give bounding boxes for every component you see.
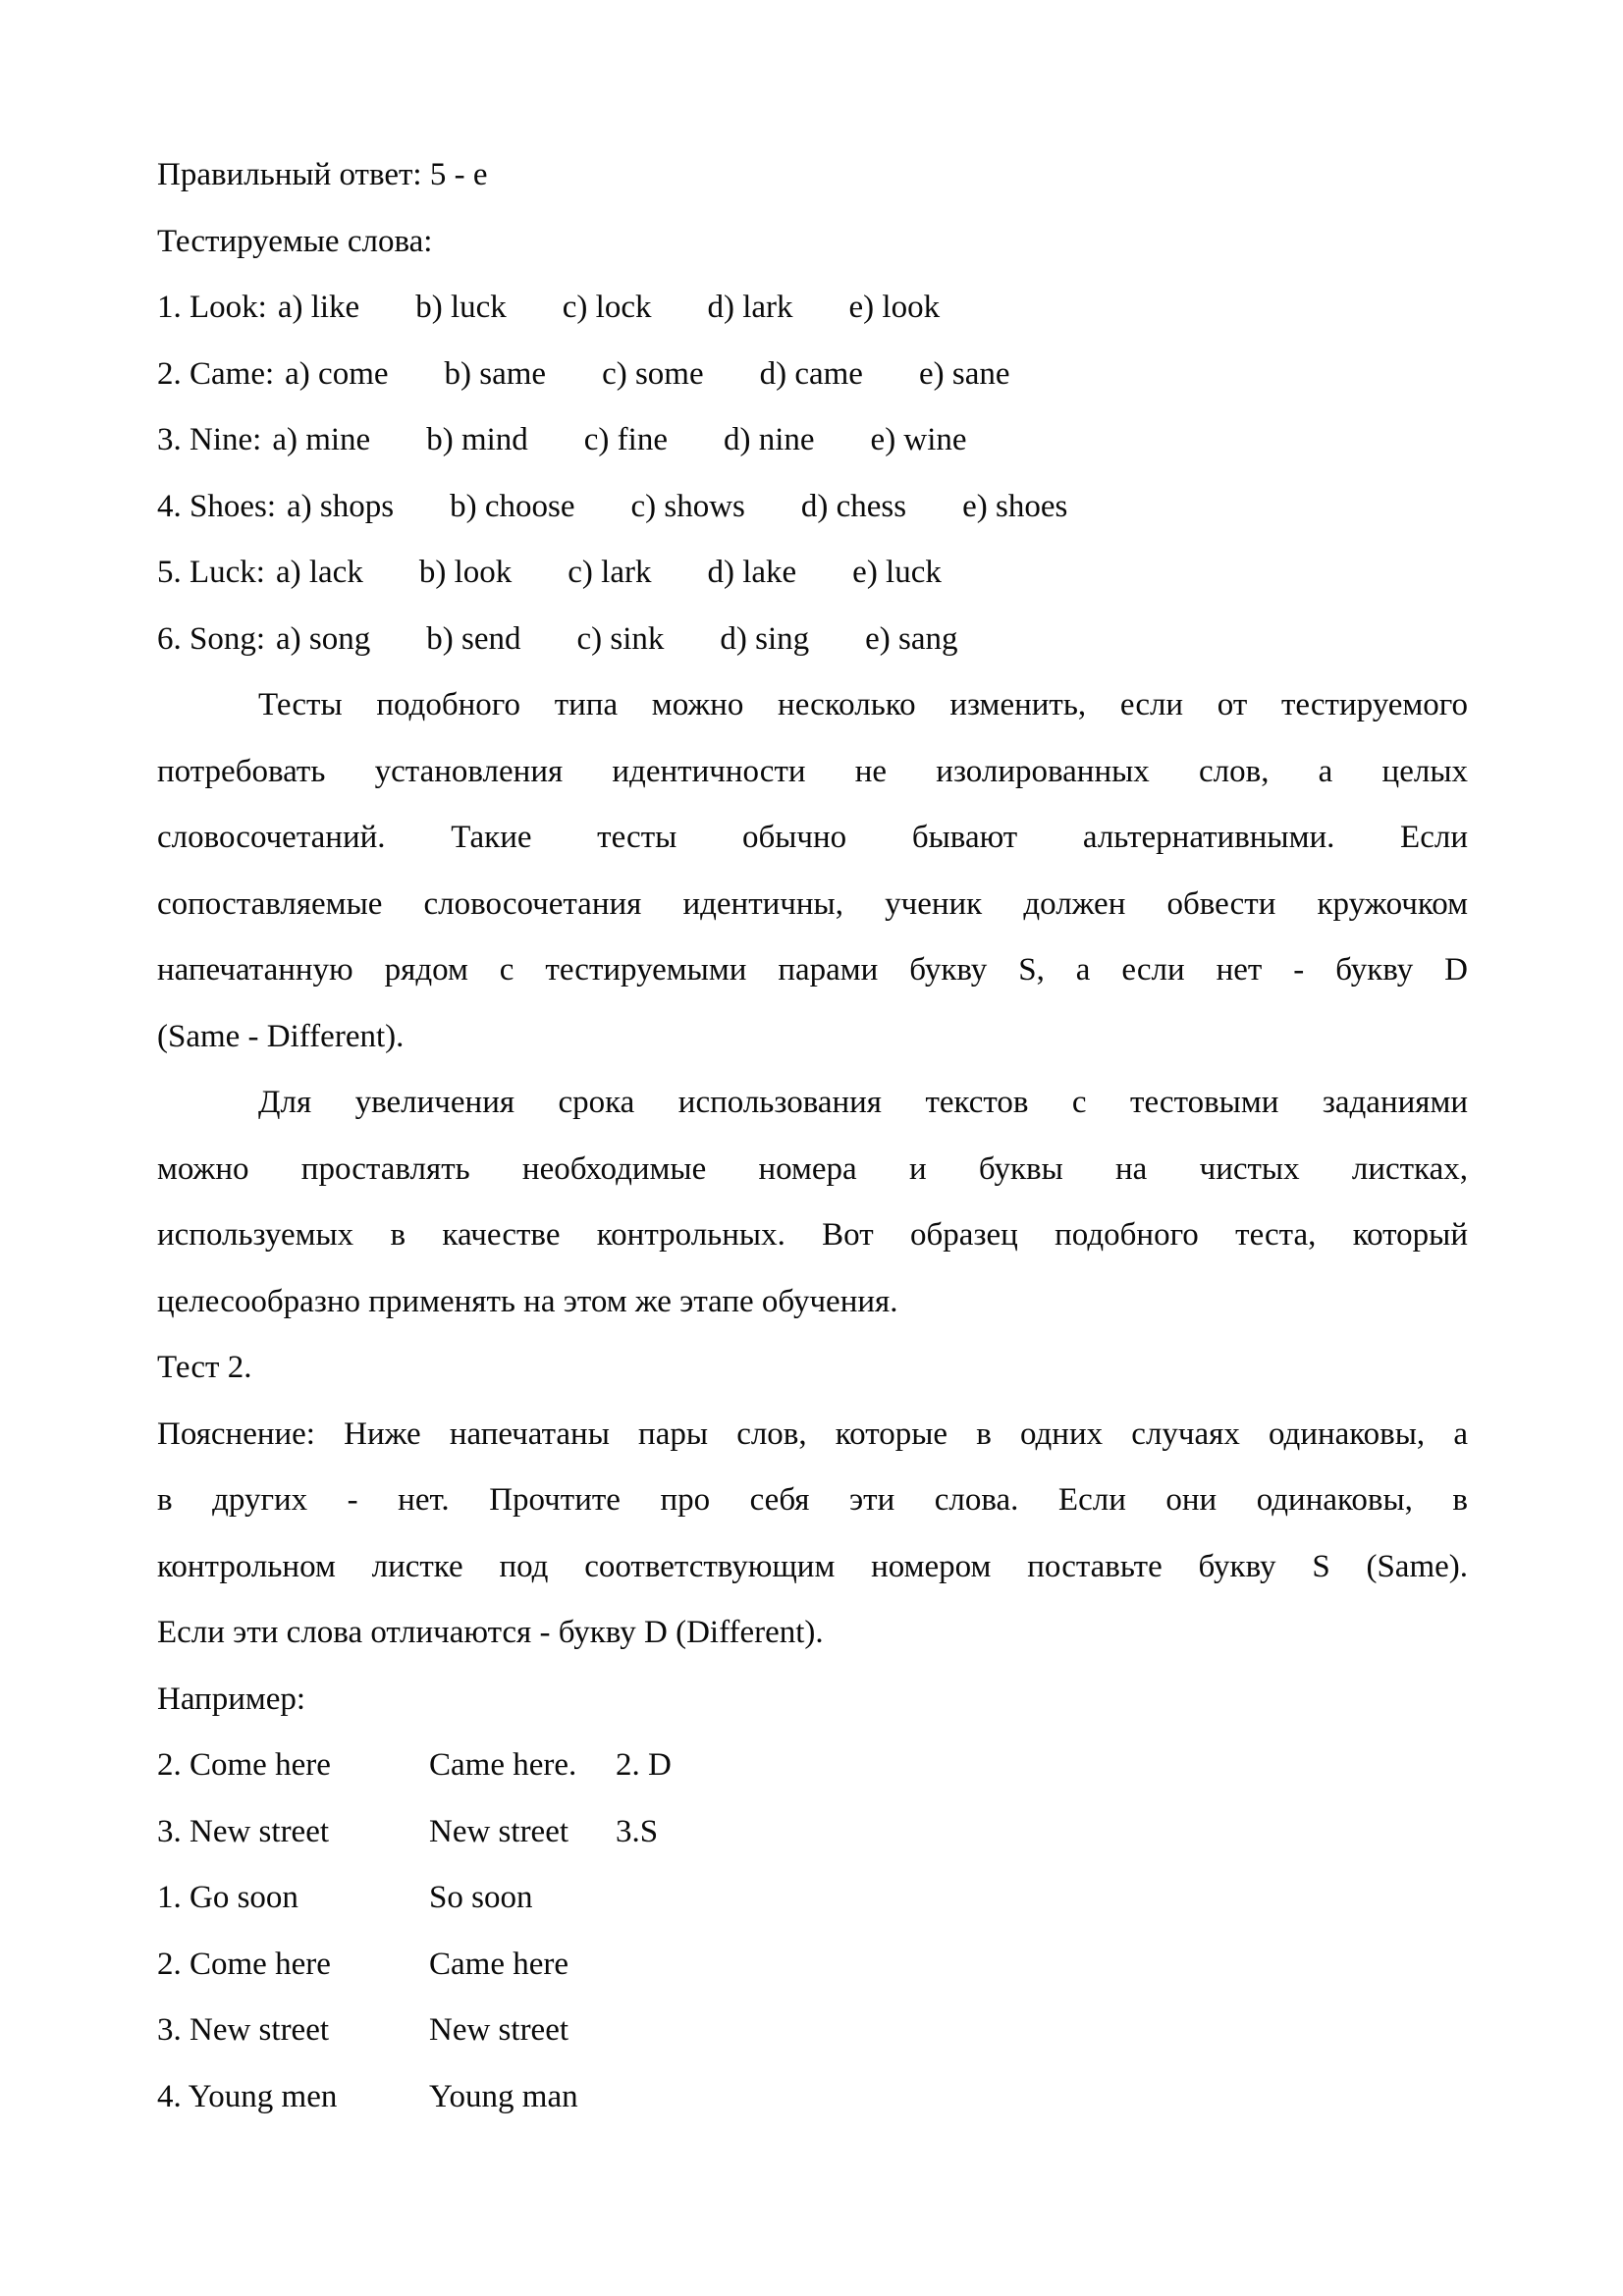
word-test-option-a: a) like xyxy=(277,290,360,325)
word-test-option-b: b) choose xyxy=(450,488,575,524)
word-test-option-b: b) luck xyxy=(415,290,507,325)
word-pair-second: Young man xyxy=(429,2078,578,2114)
paragraph-2-line: целесообразно применять на этом же этапе обучения. xyxy=(157,1283,898,1319)
instructions-line: Если эти слова отличаются - букву D (Different). xyxy=(157,1615,824,1650)
word-pair-second: So soon xyxy=(429,1880,533,1915)
paragraph-1-line: (Same - Different). xyxy=(157,1018,405,1054)
test2-heading: Тест 2. xyxy=(157,1350,252,1385)
word-test-option-a: a) shops xyxy=(287,488,395,524)
word-test-option-e: e) sane xyxy=(918,355,1010,392)
word-test-option-b: b) mind xyxy=(426,422,528,457)
word-test-row-6 xyxy=(157,607,1468,673)
word-test-row-3 xyxy=(157,407,1468,474)
correct-answer-line: Правильный ответ: 5 - е xyxy=(157,157,488,192)
example-heading: Например: xyxy=(157,1681,306,1717)
word-pair-answer: 3.S xyxy=(616,1813,659,1849)
word-test-option-a: a) come xyxy=(285,355,389,392)
word-pair-first: 1. Go soon xyxy=(157,1880,298,1915)
word-pair-second: Came here xyxy=(429,1946,569,1982)
paragraph-1-line: сопоставляемые словосочетания идентичны, ученик должен обвести кружочком xyxy=(157,885,1468,922)
word-test-row-4 xyxy=(157,474,1468,541)
paragraph-2-line: используемых в качестве контрольных. Вот образец подобного теста, который xyxy=(157,1217,1468,1253)
word-test-option-b: b) send xyxy=(426,620,521,657)
word-test-row-2 xyxy=(157,342,1468,408)
word-test-option-e: e) wine xyxy=(870,422,967,457)
word-test-option-c: c) some xyxy=(602,355,704,392)
paragraph-1-line: напечатанную рядом с тестируемыми парами букву S, а если нет - букву D xyxy=(157,952,1468,988)
word-pair-row-2 xyxy=(157,1799,1468,1866)
instructions-line: Пояснение: Ниже напечатаны пары слов, которые в одних случаях одинаковы, а xyxy=(157,1415,1468,1452)
word-pair-answer: 2. D xyxy=(616,1747,672,1783)
word-test-row-1 xyxy=(157,275,1468,342)
word-test-option-d: d) nine xyxy=(723,422,815,457)
word-pair-row-6 xyxy=(157,2064,1468,2131)
word-test-option-e: e) shoes xyxy=(962,488,1068,524)
word-test-row-5 xyxy=(157,540,1468,607)
word-pair-row-4 xyxy=(157,1932,1468,1999)
word-pair-first: 2. Come here xyxy=(157,1747,331,1783)
word-pair-second: New street xyxy=(429,1813,569,1849)
word-pair-row-1 xyxy=(157,1733,1468,1799)
word-test-option-d: d) came xyxy=(759,355,863,392)
word-test-stem: 4. Shoes: xyxy=(157,488,277,524)
word-test-option-a: a) mine xyxy=(272,422,371,457)
word-test-option-a: a) lack xyxy=(275,555,363,590)
word-test-stem: 6. Song: xyxy=(157,620,266,657)
word-test-option-c: c) shows xyxy=(630,488,745,524)
word-pair-second: New street xyxy=(429,2012,569,2048)
word-test-option-b: b) same xyxy=(444,355,547,392)
word-test-stem: 3. Nine: xyxy=(157,422,262,457)
word-test-option-d: d) lake xyxy=(707,555,797,590)
tested-words-heading: Тестируемые слова: xyxy=(157,223,433,259)
word-pair-first: 3. New street xyxy=(157,2012,330,2048)
word-test-option-a: a) song xyxy=(276,620,371,657)
word-test-stem: 1. Look: xyxy=(157,290,267,325)
word-test-option-d: d) chess xyxy=(800,488,907,524)
word-pair-second: Came here. xyxy=(429,1747,577,1783)
word-test-stem: 5. Luck: xyxy=(157,555,265,590)
word-pair-first: 2. Come here xyxy=(157,1946,331,1982)
word-test-option-d: d) sing xyxy=(720,620,810,657)
word-test-option-c: c) lock xyxy=(562,290,652,325)
instructions-line: в других - нет. Прочтите про себя эти слова. Если они одинаковы, в xyxy=(157,1482,1468,1518)
word-test-option-e: e) sang xyxy=(865,620,958,657)
word-test-option-e: e) look xyxy=(848,290,941,325)
paragraph-1-line: Тесты подобного типа можно несколько изменить, если от тестируемого xyxy=(258,687,1468,722)
word-pair-first: 4. Young men xyxy=(157,2078,338,2114)
word-test-option-b: b) look xyxy=(418,555,513,590)
word-pair-row-3 xyxy=(157,1865,1468,1932)
word-test-option-d: d) lark xyxy=(707,290,793,325)
instructions-line: контрольном листке под соответствующим номером поставьте букву S (Same). xyxy=(157,1548,1468,1584)
paragraph-1-line: потребовать установления идентичности не изолированных слов, а целых xyxy=(157,753,1468,789)
word-pair-row-5 xyxy=(157,1998,1468,2064)
word-pair-first: 3. New street xyxy=(157,1813,330,1849)
paragraph-2-line: можно проставлять необходимые номера и буквы на чистых листках, xyxy=(157,1150,1468,1187)
paragraph-1-line: словосочетаний. Такие тесты обычно бывают альтернативными. Если xyxy=(157,820,1468,855)
word-test-option-e: e) luck xyxy=(852,555,942,590)
paragraph-2-line: Для увеличения срока использования текстов с тестовыми заданиями xyxy=(258,1085,1468,1120)
word-test-stem: 2. Came: xyxy=(157,355,275,392)
word-test-option-c: c) lark xyxy=(568,555,652,590)
word-test-option-c: c) fine xyxy=(583,422,668,457)
word-test-option-c: c) sink xyxy=(576,620,665,657)
